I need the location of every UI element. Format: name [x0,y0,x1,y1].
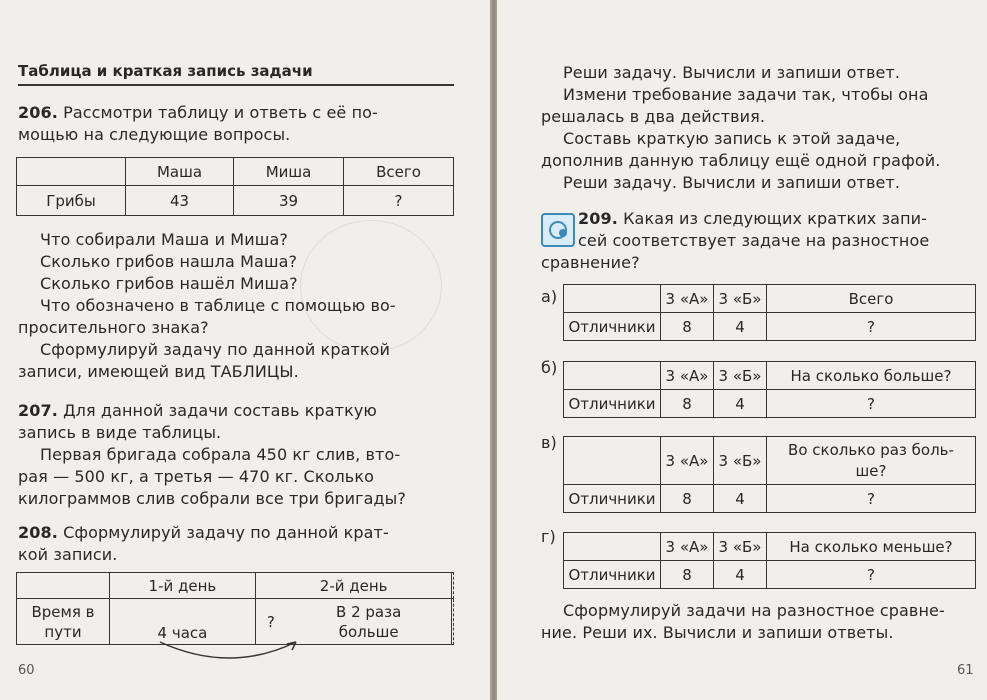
header-class-3a: 3 «А» [661,285,714,313]
task-207-line-4: рая — 500 кг, а третья — 470 кг. Сколько [18,467,374,486]
day-2-line-1: В 2 раза [336,602,402,621]
page-number-right: 61 [957,663,974,678]
value-total: ? [344,186,454,216]
header-day-2: 2-й день [255,573,452,599]
question-4-cont: просительного знака? [18,318,209,337]
task-207-text-1: Для данной задачи составь краткую [63,401,377,420]
option-table-b [563,361,976,418]
row-label-mushrooms: Грибы [17,186,126,216]
header-question: На сколько меньше? [767,533,976,561]
task-208-line-1 [18,522,389,544]
value-3b: 4 [714,485,767,513]
header-underline [18,84,454,86]
empty-corner-cell [564,285,661,313]
day-2-line-2: больше [338,622,399,641]
intro-line-5: дополнив данную таблицу ещё одной графой. [541,151,941,170]
value-3b: 4 [714,390,767,418]
section-header: Таблица и краткая запись задачи [18,62,313,80]
value-unknown: ? [255,599,286,645]
value-3a: 8 [661,313,714,341]
header-class-3a: 3 «А» [661,437,714,485]
task-209-line-2: сей соответствует задаче на разностное [578,231,930,250]
header-day-1: 1-й день [110,573,256,599]
closing-line-2: ние. Реши их. Вычисли и запиши ответы. [541,623,894,642]
value-answer: ? [767,485,976,513]
task-207-line-3: Первая бригада собрала 450 кг слив, вто- [40,445,401,464]
header-masha: Маша [126,158,234,186]
task-206-line-2: мощью на следующие вопросы. [18,125,291,144]
row-label-excellent: Отличники [564,390,661,418]
task-207-line-2: запись в виде таблицы. [18,423,222,442]
task-206-text-1: Рассмотри таблицу и ответь с её по- [63,103,378,122]
value-3b: 4 [714,561,767,589]
header-question: Всего [767,285,976,313]
row-label-travel-time [17,599,110,645]
empty-corner-cell [564,533,661,561]
row-label-excellent: Отличники [564,313,661,341]
thinking-icon-dot [559,229,567,237]
option-table-a [563,284,976,341]
value-answer: ? [767,313,976,341]
option-table-d [563,532,976,589]
header-class-3b: 3 «Б» [714,285,767,313]
intro-line-2: Измени требование задачи так, чтобы она [563,85,929,104]
question-2: Сколько грибов нашла Маша? [40,252,298,271]
value-masha: 43 [126,186,234,216]
intro-line-1: Реши задачу. Вычисли и запиши ответ. [563,63,901,82]
task-208-text-1: Сформулируй задачу по данной крат- [63,523,389,542]
option-label-a: а) [541,287,558,306]
task-206-number: 206. [18,103,58,122]
dashed-extra-column-header [452,573,454,599]
header-class-3b: 3 «Б» [714,362,767,390]
value-answer: ? [767,390,976,418]
task-207-number: 207. [18,401,58,420]
question-4: Что обозначено в таблице с помощью во- [40,296,396,315]
task-208-table [16,572,454,645]
task-206-table [16,157,454,216]
task-208-line-2: кой записи. [18,545,118,564]
option-label-d: г) [541,527,556,546]
task-209-line-3: сравнение? [541,253,640,272]
value-3a: 8 [661,561,714,589]
task-209-number: 209. [578,209,618,228]
faded-background-illustration [300,220,442,352]
value-day-1: 4 часа [110,599,256,645]
option-label-b: б) [541,358,558,377]
header-class-3a: 3 «А» [661,533,714,561]
value-answer: ? [767,561,976,589]
option-table-c [563,436,976,513]
value-3b: 4 [714,313,767,341]
header-class-3a: 3 «А» [661,362,714,390]
question-3: Сколько грибов нашёл Миша? [40,274,298,293]
task-207-line-5: килограммов слив собрали все три бригады? [18,489,406,508]
row-label-excellent: Отличники [564,485,661,513]
header-class-3b: 3 «Б» [714,437,767,485]
header-class-3b: 3 «Б» [714,533,767,561]
task-209-text-1: Какая из следующих кратких запи- [623,209,928,228]
task-208-number: 208. [18,523,58,542]
closing-line-1: Сформулируй задачи на разностное сравне- [563,601,945,620]
intro-line-3: решалась в два действия. [541,107,766,126]
relation-arrow-curve [160,642,296,658]
header-question: На сколько больше? [767,362,976,390]
relation-arrow [150,640,310,670]
task-206-line-1 [18,102,378,124]
value-misha: 39 [234,186,344,216]
header-question-line-1: Во сколько раз боль- [788,440,954,459]
page-number-left: 60 [18,663,35,678]
left-page [0,0,490,700]
intro-line-6: Реши задачу. Вычисли и запиши ответ. [563,173,901,192]
header-question [767,437,976,485]
value-3a: 8 [661,390,714,418]
intro-line-4: Составь краткую запись к этой задаче, [563,129,901,148]
value-day-2 [286,599,452,645]
row-label-excellent: Отличники [564,561,661,589]
task-209-line-1 [578,208,927,230]
row-label-line-2: пути [44,622,82,641]
value-3a: 8 [661,485,714,513]
empty-corner-cell [564,437,661,485]
empty-corner-cell [564,362,661,390]
question-5: Сформулируй задачу по данной краткой [40,340,391,359]
right-page [497,0,987,700]
dashed-extra-column-cell [452,599,454,645]
question-5-cont: записи, имеющей вид ТАБЛИЦЫ. [18,362,299,381]
header-question-line-2: ше? [855,461,887,480]
row-label-line-1: Время в [31,602,95,621]
option-label-c: в) [541,433,557,452]
header-total: Всего [344,158,454,186]
question-1: Что собирали Маша и Миша? [40,230,288,249]
empty-corner-cell [17,158,126,186]
task-207-line-1 [18,400,377,422]
thinking-icon [541,213,575,247]
header-misha: Миша [234,158,344,186]
empty-corner-cell [17,573,110,599]
